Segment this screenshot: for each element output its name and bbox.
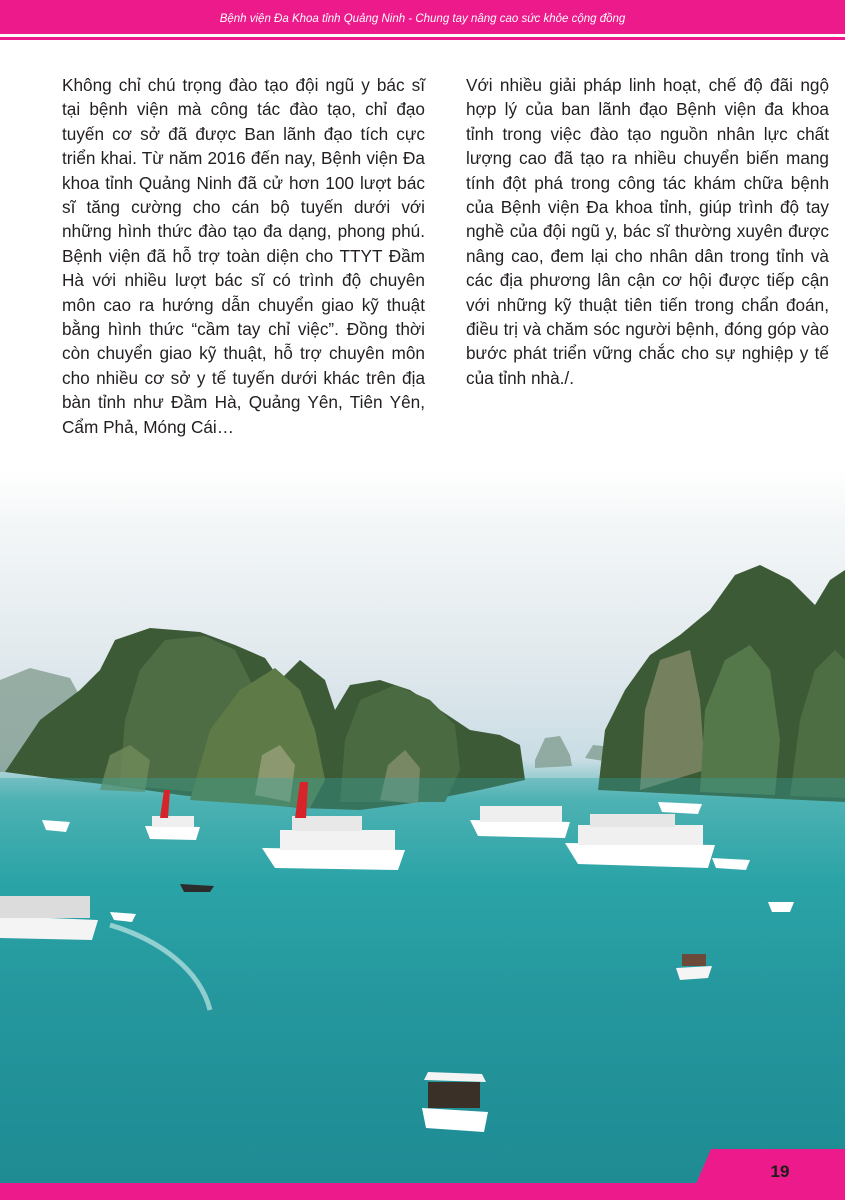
ha-long-bay-photo <box>0 540 845 1183</box>
body-column-right: Với nhiều giải pháp linh hoạt, chế độ đãi ngộ hợp lý của ban lãnh đạo Bệnh viện đa khoa tỉnh trong việc đào tạo nguồn nhân lực chất lượng cao đã tạo ra nhiều chuyển biến mang tính đột phá trong công tác khám chữa bệnh của Bệnh viện Đa khoa tỉnh, giúp trình độ tay nghề của đội ngũ y, bác sĩ thường xuyên được nâng cao, đem lại cho nhân dân trong tỉnh và các địa phương lân cận cơ hội được tiếp cận với những kỹ thuật tiên tiến trong chẩn đoán, điều trị và chăm sóc người bệnh, đóng góp vào bước phát triển vững chắc cho sự nghiệp y tế của tỉnh nhà./. <box>466 75 829 388</box>
sea-surface <box>0 778 845 1183</box>
running-title: Bệnh viện Đa Khoa tỉnh Quảng Ninh - Chung tay nâng cao sức khỏe cộng đồng <box>219 13 626 25</box>
header-bar <box>0 0 845 34</box>
header-rule <box>0 37 845 40</box>
page-number: 19 <box>770 1162 790 1181</box>
karst-islands-right <box>598 565 845 802</box>
tender-boat <box>768 902 794 912</box>
cruise-boat <box>0 896 98 940</box>
body-column-left: Không chỉ chú trọng đào tạo đội ngũ y bác sĩ tại bệnh viện mà công tác đào tạo, chỉ đạo tuyến cơ sở đã được Ban lãnh đạo tích cực triển khai. Từ năm 2016 đến nay, Bệnh viện Đa khoa tỉnh Quảng Ninh đã cử hơn 100 lượt bác sĩ tăng cường cho cán bộ tuyến dưới với những hình thức đào tạo đa dạng, phong phú. Bệnh viện đã hỗ trợ toàn diện cho TTYT Đầm Hà với nhiều lượt bác sĩ có trình độ chuyên môn cao ra hướng dẫn chuyển giao kỹ thuật bằng hình thức “cầm tay chỉ việc”. Đồng thời còn chuyển giao kỹ thuật, hỗ trợ chuyên môn cho nhiều cơ sở y tế tuyến dưới khác trên địa bàn tỉnh như Đầm Hà, Quảng Yên, Tiên Yên, Cẩm Phả, Móng Cái… <box>62 75 425 437</box>
cruise-boat <box>470 806 570 838</box>
